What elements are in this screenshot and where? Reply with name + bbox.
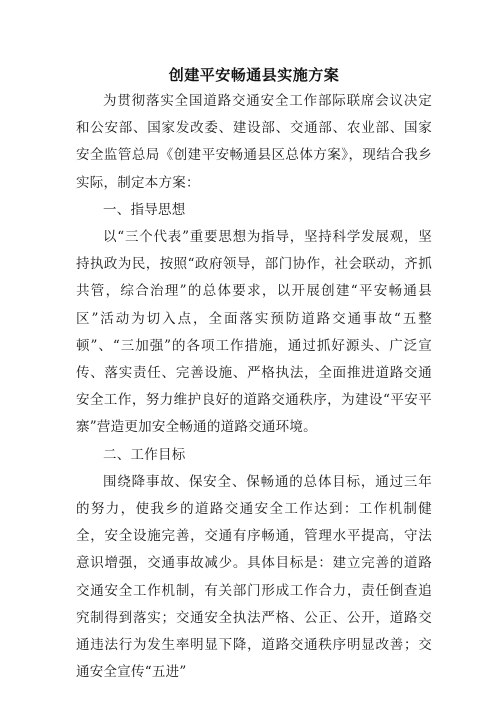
intro-paragraph: 为贯彻落实全国道路交通安全工作部际联席会议决定和公安部、国家发改委、建设部、交通部、农业部、国家安全监管总局《创建平安畅通县区总体方案》，现结合我乡实际，制定本方案： (76, 93, 432, 191)
document-title: 创建平安畅通县实施方案 (168, 66, 340, 84)
section-heading-work-goals: 二、工作目标 (103, 446, 186, 463)
section-paragraph-guiding-ideology: 以“三个代表”重要思想为指导，坚持科学发展观，坚持执政为民，按照“政府领导，部门协作，社会联动，齐抓共管，综合治理”的总体要求，以开展创建“平安畅通县区”活动为切入点，全面落实预防道路交通事故“五整顿”、“三加强”的各项工作措施，通过抓好源头、广泛宣传、落实责任、完善设施、严格执法，全面推进道路交通安全工作，努力维护良好的道路交通秩序，为建设“平安平寨”营造更加安全畅通的道路交通环境。 (76, 229, 432, 436)
document-content (76, 62, 432, 686)
document-body (76, 88, 432, 686)
section-heading-guiding-ideology: 一、指导思想 (103, 201, 186, 218)
section-paragraph-work-goals: 围绕降事故、保安全、保畅通的总体目标，通过三年的努力，使我乡的道路交通安全工作达到：工作机制健全，安全设施完善，交通有序畅通，管理水平提高，守法意识增强，交通事故减少。具体目标是：建立完善的道路交通安全工作机制，有关部门形成工作合力，责任倒查追究制得到落实；交通安全执法严格、公正、公开，道路交通违法行为发生率明显下降，道路交通秩序明显改善；交通安全宣传“五进” (76, 473, 432, 681)
